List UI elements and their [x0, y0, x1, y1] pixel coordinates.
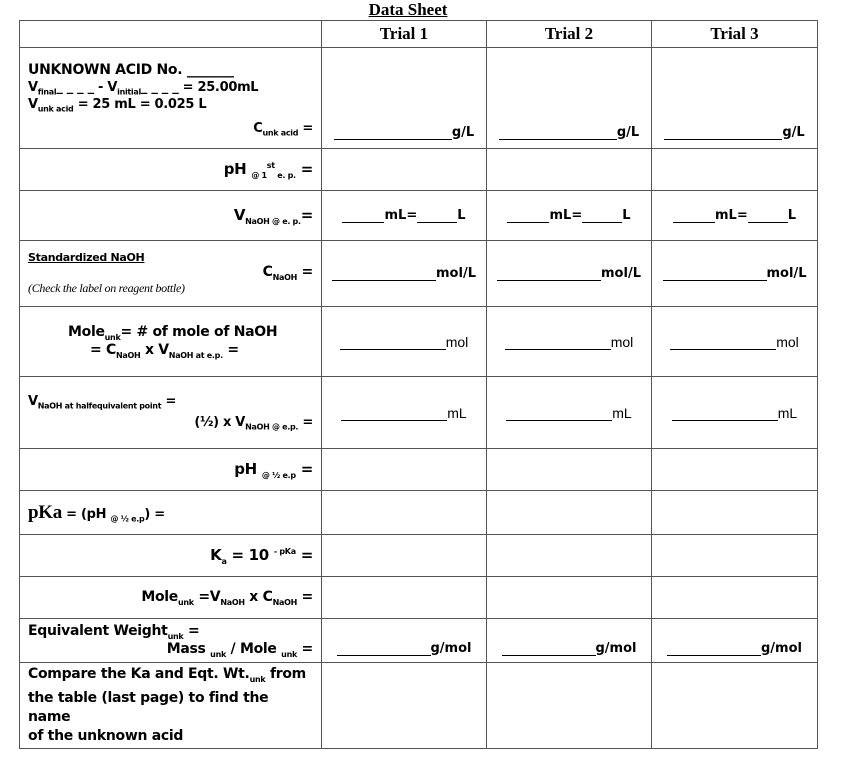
- trial-2-compare-cell[interactable]: [487, 663, 652, 749]
- trial-2-ph-ep-cell[interactable]: [487, 149, 652, 191]
- mole-vc-label: Mole$_{unk}$ $=V_{NaOH}$ x $C_{NaOH}$ =: [20, 577, 322, 619]
- trial-2-mole-vc-cell[interactable]: [487, 577, 652, 619]
- trial-3-compare-cell[interactable]: [652, 663, 818, 749]
- trial-2-vhalf-cell[interactable]: mL: [487, 377, 652, 449]
- standardized-naoh-heading: Standardized NaOH: [28, 250, 145, 264]
- equivalent-weight-row: [20, 619, 818, 663]
- equivalent-weight-line2: Mass $_{unk}$ / Mole $_{unk}$ =: [166, 640, 313, 659]
- mole-unknown-line1: Mole$_{unk}$= # of mole of NaOH: [68, 323, 278, 342]
- equivalent-weight-label-cell: [20, 619, 322, 663]
- trial-1-concentration-cell[interactable]: g/L: [322, 48, 487, 149]
- vnaoh-half-row: [20, 377, 818, 449]
- cnaoh-row: [20, 241, 818, 307]
- trial-2-eqwt-cell[interactable]: g/mol: [487, 619, 652, 663]
- volume-acid-label: $V_{unk acid} = 25$ mL = 0.025 L: [28, 96, 207, 114]
- compare-label-cell: [20, 663, 322, 749]
- vnaoh-half-label-cell: [20, 377, 322, 449]
- trial-3-cnaoh-cell[interactable]: mol/L: [652, 241, 818, 307]
- trial-1-pka-cell[interactable]: [322, 491, 487, 535]
- trial-1-ph-half-cell[interactable]: [322, 449, 487, 491]
- vnaoh-half-line1: $V_{NaOH at halfequivalent point}$ =: [28, 393, 177, 411]
- trial-1-eqwt-cell[interactable]: g/mol: [322, 619, 487, 663]
- trial-3-pka-cell[interactable]: [652, 491, 818, 535]
- equivalent-weight-line1: Equivalent Weight$_{unk}$ =: [28, 622, 200, 641]
- ph-equivalence-label: pH $_{@ 1}^{st}$ $_{e. p.}$ =: [20, 149, 322, 191]
- trial-1-mole-vc-cell[interactable]: [322, 577, 487, 619]
- trial-1-ph-ep-cell[interactable]: [322, 149, 487, 191]
- compare-line1: Compare the Ka and Eqt. $Wt._{unk}$ from: [28, 666, 306, 684]
- trial-3-vnaoh-cell[interactable]: mL= L: [652, 191, 818, 241]
- concentration-unknown-label: $C_{unk acid}$ =: [253, 121, 313, 138]
- compare-line3: of the unknown acid: [28, 727, 184, 744]
- trial-3-vhalf-cell[interactable]: mL: [652, 377, 818, 449]
- ka-label: $K_a = 10$ $^{- pKa}$ =: [20, 535, 322, 577]
- trial-1-vhalf-cell[interactable]: mL: [322, 377, 487, 449]
- mole-vc-row: [20, 577, 818, 619]
- trial-3-ka-cell[interactable]: [652, 535, 818, 577]
- vnaoh-ep-row: [20, 191, 818, 241]
- pka-label: pKa = (pH $_{@ \frac{1}{2} e.p}$) =: [20, 491, 322, 535]
- trial-3-eqwt-cell[interactable]: g/mol: [652, 619, 818, 663]
- header-row: [20, 21, 818, 48]
- mole-unknown-row: [20, 307, 818, 377]
- mole-unknown-label-cell: [20, 307, 322, 377]
- trial-3-ph-ep-cell[interactable]: [652, 149, 818, 191]
- trial-3-mole-vc-cell[interactable]: [652, 577, 818, 619]
- trial-3-ph-half-cell[interactable]: [652, 449, 818, 491]
- ph-half-row: [20, 449, 818, 491]
- ph-equivalence-row: [20, 149, 818, 191]
- cnaoh-label-cell: [20, 241, 322, 307]
- trial-1-cnaoh-cell[interactable]: mol/L: [322, 241, 487, 307]
- trial-1-ka-cell[interactable]: [322, 535, 487, 577]
- reagent-bottle-note: (Check the label on reagent bottle): [28, 281, 185, 296]
- trial-1-mole-cell[interactable]: mol: [322, 307, 487, 377]
- volume-difference-label: $V_{final}\_$ _ _ _ - $V_{initial}\_$ _ _ _ = 25.00mL: [28, 80, 259, 97]
- trial-1-vnaoh-cell[interactable]: mL= L: [322, 191, 487, 241]
- trial-3-concentration-cell[interactable]: g/L: [652, 48, 818, 149]
- trial-2-ph-half-cell[interactable]: [487, 449, 652, 491]
- trial-1-compare-cell[interactable]: [322, 663, 487, 749]
- header-blank-cell: [20, 21, 322, 48]
- vnaoh-ep-label: $V_{NaOH @ e. p.}=$: [20, 191, 322, 241]
- unknown-acid-label-cell: [20, 48, 322, 149]
- cnaoh-label: $C_{NaOH}$ =: [262, 263, 313, 282]
- compare-row: [20, 663, 818, 749]
- mole-unknown-line2: = $C_{NaOH}$ x $V_{NaOH at e.p.}$ =: [90, 341, 239, 360]
- trial-3-mole-cell[interactable]: mol: [652, 307, 818, 377]
- ph-half-label: pH $_{@ \frac{1}{2} e.p}$ =: [20, 449, 322, 491]
- data-sheet-table: [19, 20, 818, 749]
- unknown-acid-number-label: UNKNOWN ACID No. _______: [28, 62, 234, 78]
- trial-2-header: Trial 2: [487, 21, 652, 48]
- page-title: Data Sheet: [368, 0, 448, 19]
- vnaoh-half-line2: (½) x $V_{NaOH @ e.p.}$ =: [194, 414, 313, 432]
- trial-2-concentration-cell[interactable]: g/L: [487, 48, 652, 149]
- trial-2-pka-cell[interactable]: [487, 491, 652, 535]
- pka-row: [20, 491, 818, 535]
- ka-row: [20, 535, 818, 577]
- trial-3-header: Trial 3: [652, 21, 818, 48]
- trial-2-mole-cell[interactable]: mol: [487, 307, 652, 377]
- trial-2-ka-cell[interactable]: [487, 535, 652, 577]
- trial-2-cnaoh-cell[interactable]: mol/L: [487, 241, 652, 307]
- trial-1-header: Trial 1: [322, 21, 487, 48]
- trial-2-vnaoh-cell[interactable]: mL= L: [487, 191, 652, 241]
- compare-line2: the table (last page) to find the name: [28, 689, 269, 725]
- unknown-acid-row: [20, 48, 818, 149]
